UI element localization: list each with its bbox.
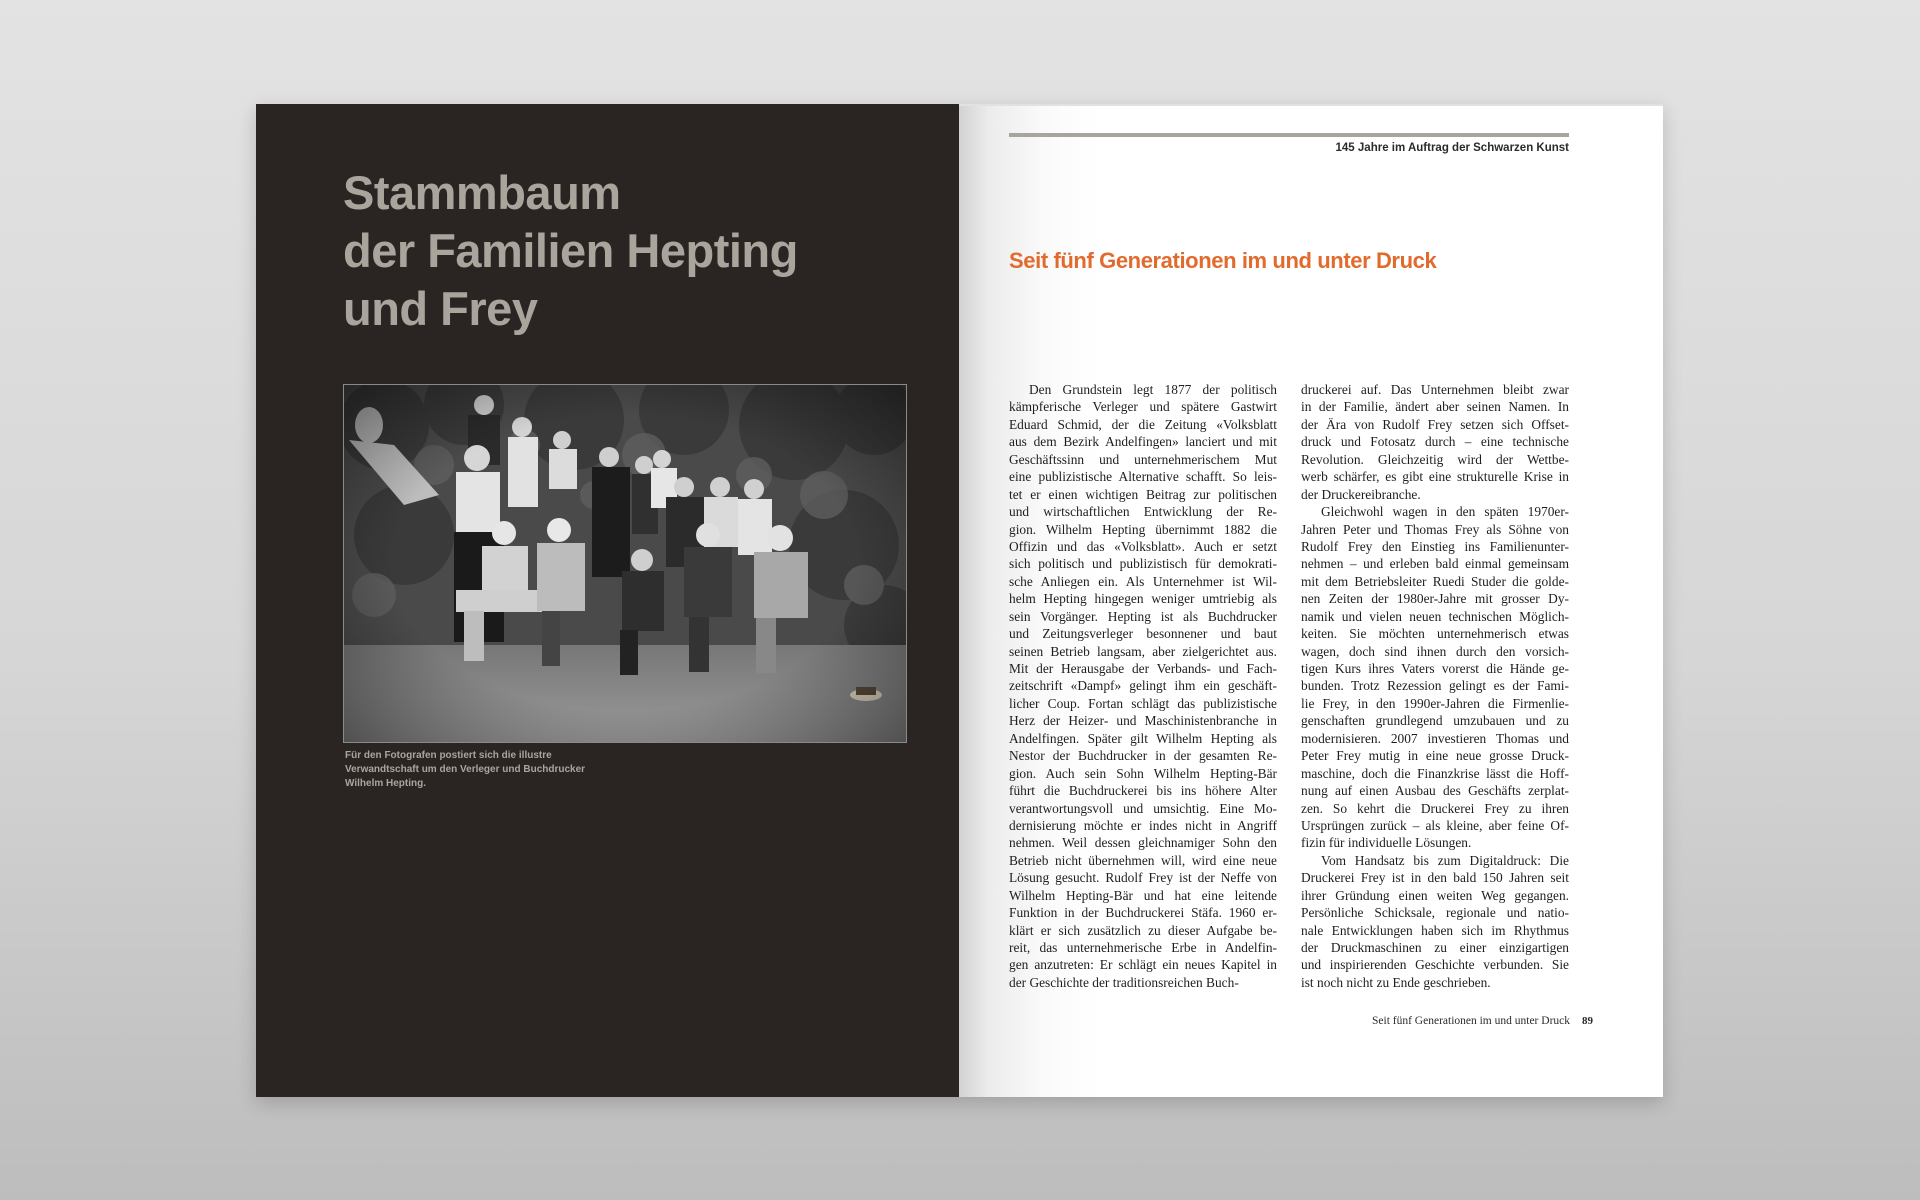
running-head-rule	[1009, 133, 1569, 137]
text-line: Mit der Herausgabe der Verbands- und Fach-	[1009, 661, 1277, 676]
text-line: sich politisch und publizistisch für demokrati-	[1009, 556, 1277, 572]
text-column-2	[1301, 381, 1569, 991]
title-line: Stammbaum	[343, 166, 621, 219]
text-line: führt die Buchdruckerei bis ins höhere Alter	[1009, 783, 1277, 799]
text-line: Offizin und das «Volksblatt». Auch er setzt	[1009, 538, 1277, 554]
text-line: bunden. Trotz Rezession gelingt es der Fami-	[1301, 678, 1569, 694]
text-line: Rudolf Frey den Einstieg ins Familienunter-	[1301, 538, 1569, 554]
caption-line: Verwandtschaft um den Verleger und Buchdrucker	[345, 764, 586, 775]
text-line: Lösung gesucht. Rudolf Frey ist der Neffe von	[1009, 870, 1277, 886]
text-line: dernisierung möchte er indes nicht in Angriff	[1009, 817, 1277, 833]
text-line: kämpferische Verleger und spätere Gastwirt	[1009, 399, 1277, 415]
text-line: helm Hepting hingegen weniger umtriebig als	[1009, 591, 1277, 607]
text-line: tet er einen wichtigen Beitrag zur politischen	[1009, 486, 1277, 502]
text-line: keiten. Sie möchten unternehmerisch etwas	[1301, 626, 1569, 642]
text-line: tigen Kurs ihres Vaters vorerst die Hände ge-	[1301, 661, 1569, 676]
text-line: verantwortungsvoll und umsichtig. Eine Mo-	[1009, 800, 1277, 816]
right-page	[959, 106, 1663, 1097]
text-line: licher Coup. Fortan schlägt das publizistische	[1009, 695, 1277, 711]
text-line: Revolution. Gleichzeitig wird der Wettbe-	[1301, 451, 1569, 467]
page-footer-title: Seit fünf Generationen im und unter Druck	[1372, 1015, 1570, 1027]
text-line: nale Entwicklungen haben sich im Rhythmus	[1301, 922, 1569, 938]
text-line: druckerei auf. Das Unternehmen bleibt zwar	[1301, 382, 1569, 397]
caption-line: Wilhelm Hepting.	[345, 778, 427, 789]
text-line: Eduard Schmid, der die Zeitung «Volksblatt	[1009, 416, 1277, 432]
text-line: Druckerei Frey ist in den bald 150 Jahren seit	[1301, 870, 1569, 886]
text-line: und inspirierenden Geschichte verbunden. Sie	[1301, 957, 1569, 973]
page-number: 89	[1582, 1015, 1593, 1027]
page-title	[343, 164, 903, 338]
text-line: zeitschrift «Dampf» gelingt ihm ein geschäft-	[1009, 678, 1277, 694]
text-line: genschaften grundlegend umzubauen und zu	[1301, 713, 1569, 729]
text-line: in der Familie, ändert aber seinen Namen. In	[1301, 399, 1569, 415]
text-line: Andelfingen. Später gilt Wilhelm Hepting als	[1009, 730, 1277, 746]
title-line: und Frey	[343, 282, 538, 335]
text-line: gion. Wilhelm Hepting übernimmt 1882 die	[1009, 521, 1277, 537]
text-line: werb schärfer, es gibt eine strukturelle Krise in	[1301, 469, 1569, 485]
text-line: Den Grundstein legt 1877 der politisch	[1029, 382, 1277, 397]
text-line: modernisieren. 2007 investieren Thomas und	[1301, 730, 1569, 746]
caption-line: Für den Fotografen postiert sich die illustre	[345, 750, 552, 761]
text-line: maschine, doch die Finanzkrise lässt die Hoff-	[1301, 765, 1569, 781]
book-spread	[256, 104, 1663, 1097]
text-line: der Druckereibranche.	[1301, 486, 1421, 502]
text-line: zen. So kehrt die Druckerei Frey zu ihren	[1301, 800, 1569, 816]
text-line: Ursprüngen zurück – als kleine, aber feine Of-	[1301, 817, 1569, 833]
text-line: Persönliche Schicksale, regionale und natio-	[1301, 905, 1569, 921]
text-line: nung auf einen Ausbau des Geschäfts zerplat-	[1301, 783, 1569, 799]
photo-caption	[345, 749, 645, 791]
text-line: und wirtschaftlichen Entwicklung der Re-	[1009, 504, 1277, 520]
text-line: reit, das unternehmerische Erbe in Andelfin-	[1009, 940, 1277, 955]
text-line: und Zeitungsverleger besonnener und baut	[1009, 626, 1277, 642]
text-line: Jahren Peter und Thomas Frey als Söhne von	[1301, 521, 1569, 537]
text-line: Betrieb nicht übernehmen will, wird eine neue	[1009, 852, 1277, 868]
text-line: seinen Betrieb langsam, aber zielgerichtet aus.	[1009, 643, 1277, 659]
text-line: Nestor der Buchdrucker in der gesamten Re-	[1009, 748, 1277, 764]
text-line: sein Vorgänger. Hepting ist als Buchdrucker	[1009, 608, 1277, 624]
text-line: Peter Frey mutig in eine neue grosse Druck-	[1301, 748, 1569, 764]
text-line: der Ära von Rudolf Frey setzen sich Offset-	[1301, 416, 1569, 432]
text-line: Gleichwohl wagen in den späten 1970er-	[1321, 504, 1569, 520]
text-line: ihrer Gründung einen weiten Weg gegangen.	[1301, 887, 1569, 903]
section-title: Seit fünf Generationen im und unter Druck	[1009, 248, 1437, 273]
text-line: nehmen. Weil dessen gleichnamiger Sohn den	[1009, 835, 1277, 851]
text-column-1	[1009, 381, 1277, 991]
text-line: wagen, doch sind ihnen durch den vorsich-	[1301, 643, 1569, 659]
text-line: druck und Fotosatz durch – eine technische	[1301, 434, 1569, 450]
text-line: eine publizistische Alternative schafft. So leis-	[1009, 469, 1277, 485]
text-line: gion. Auch sein Sohn Wilhelm Hepting-Bär	[1009, 765, 1277, 781]
text-line: nen Zeiten der 1980er-Jahre mit grosser Dy-	[1301, 591, 1569, 607]
text-line: Herz der Heizer- und Maschinistenbranche in	[1009, 713, 1277, 729]
text-line: ist noch nicht zu Ende geschrieben.	[1301, 974, 1491, 990]
text-line: aus dem Bezirk Andelfingen» lanciert und mit	[1009, 434, 1277, 450]
text-line: der Geschichte der traditionsreichen Buch-	[1009, 974, 1239, 990]
text-line: nehmen – und erleben bald einmal gemeinsam	[1301, 556, 1569, 572]
text-line: gen anzutreten: Er schlägt ein neues Kapitel in	[1009, 957, 1277, 973]
text-line: mit dem Betriebsleiter Ruedi Studer die golde-	[1301, 573, 1569, 589]
text-line: Vom Handsatz bis zum Digitaldruck: Die	[1321, 852, 1569, 868]
text-line: Funktion in der Buchdruckerei Stäfa. 1960 er-	[1009, 905, 1277, 921]
text-line: lie Frey, in den 1990er-Jahren die Firmenlie-	[1301, 695, 1569, 711]
left-page	[256, 104, 959, 1097]
family-group-photo	[343, 384, 907, 743]
title-line: der Familien Hepting	[343, 224, 798, 277]
text-line: namik und vielen neuen technischen Möglich-	[1301, 608, 1569, 624]
text-line: Wilhelm Hepting-Bär und hat eine leitende	[1009, 887, 1277, 903]
text-line: fizin für individuelle Lösungen.	[1301, 835, 1472, 851]
text-line: der Druckmaschinen zu einer einzigartigen	[1301, 940, 1569, 955]
text-line: sche Anliegen ein. Als Unternehmer ist Wil-	[1009, 573, 1277, 589]
running-head: 145 Jahre im Auftrag der Schwarzen Kunst	[1335, 142, 1569, 154]
text-line: Geschäftssinn und unternehmerischem Mut	[1009, 451, 1277, 467]
text-line: klärt er sich zusätzlich zu dieser Aufgabe be-	[1009, 922, 1277, 938]
